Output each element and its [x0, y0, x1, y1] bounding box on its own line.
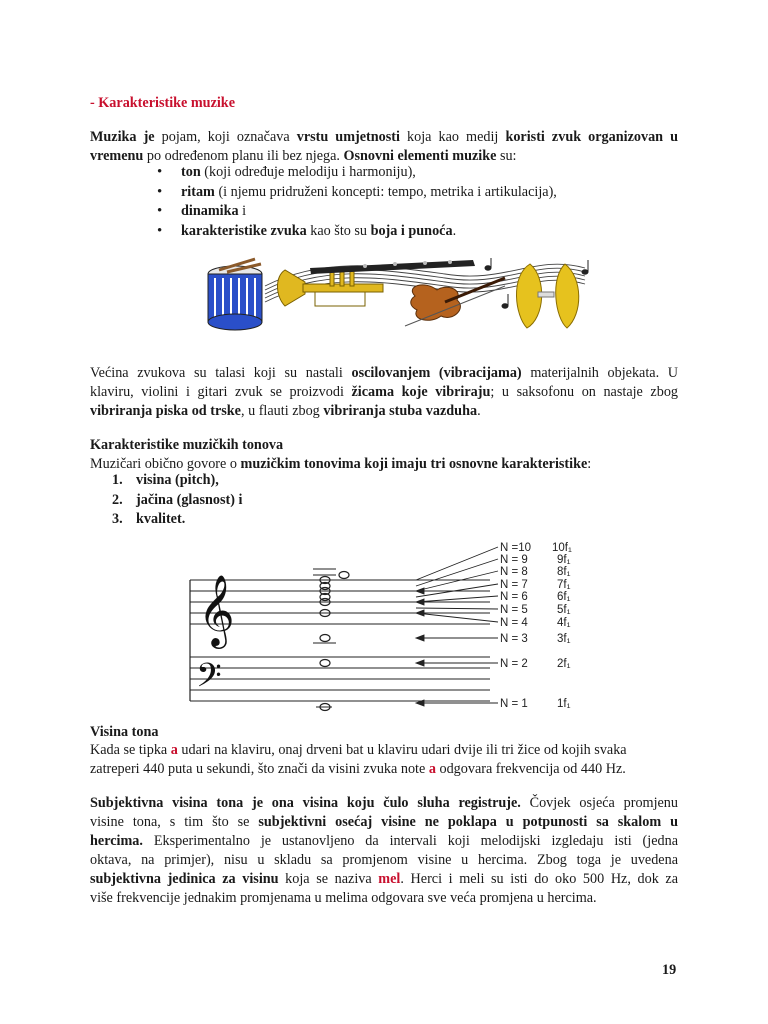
elements-list [157, 163, 557, 241]
harmonic-n-label: N = 7 [500, 579, 528, 591]
page-number: 19 [662, 962, 677, 978]
list-item: • ritam (i njemu pridruženi koncepti: tempo, metrika i artikulacija), [157, 183, 557, 203]
subjective-line-4: oktava, na primjer), nisu u skladu sa promjenom visine u hercima. Zbog toga je uvedena [90, 852, 678, 868]
waves-line-2: klaviru, violini i gitari zvuk se proizvodi žicama koje vibriraju; u saksofonu on nastaje zbog [90, 384, 679, 400]
list-item: • dinamika i [157, 202, 557, 222]
harmonic-n-label: N = 9 [500, 554, 528, 566]
trumpet-icon [278, 270, 384, 306]
bass-staff [190, 657, 490, 701]
subjective-line-2: visine tona, s tim što se subjektivni osećaj visine ne poklapa u potpunosti sa skalom u [90, 814, 678, 830]
harmonic-arrows [416, 547, 498, 706]
tones-intro: Muzičari obično govore o muzičkim tonovima koji imaju tri osnovne karakteristike: [90, 456, 592, 472]
harmonic-f-label: 1f₁ [557, 698, 571, 710]
tones-heading: Karakteristike muzičkih tonova [90, 437, 284, 453]
harmonic-n-label: N =10 [500, 542, 532, 554]
subjective-line-3: hercima. Eksperimentalno je ustanovljeno da intervali koji melodijski izgledaju isti (jedna [90, 833, 678, 849]
waves-line-3: vibriranja piska od trske, u flauti zbog vibriranja stuba vazduha. [90, 403, 481, 419]
drum-icon [208, 259, 262, 330]
subjective-line-6: više frekvencije jednakim promjenama u melima odgovara sve veća promjena u hercima. [90, 890, 597, 906]
harmonic-f-label: 3f₁ [557, 633, 571, 645]
pitch-heading: Visina tona [90, 724, 159, 740]
harmonic-f-label: 6f₁ [557, 591, 571, 603]
treble-staff [190, 580, 490, 624]
subjective-line-1: Subjektivna visina tona je ona visina koju čulo sluha registruje. Čovjek osjeća promjenu [90, 795, 678, 811]
harmonic-n-label: N = 4 [500, 617, 528, 629]
violin-icon [405, 278, 505, 326]
subjective-line-5: subjektivna jedinica za visinu koja se naziva mel. Herci i meli su isti do oko 500 Hz, dok za [90, 871, 679, 887]
bass-clef-icon: 𝄢 [196, 657, 222, 703]
harmonic-n-label: N = 1 [500, 698, 528, 710]
harmonic-f-label: 10f₁ [552, 542, 572, 554]
harmonic-n-label: N = 8 [500, 566, 528, 578]
list-item: 2. jačina (glasnost) i [112, 491, 243, 508]
list-item: 3. kvalitet. [112, 511, 186, 527]
instruments-illustration [205, 256, 605, 336]
harmonic-f-label: 9f₁ [557, 554, 571, 566]
harmonic-f-label: 5f₁ [557, 604, 571, 616]
characteristics-list [112, 471, 242, 530]
list-item: • karakteristike zvuka kao što su boja i punoća. [157, 222, 557, 242]
harmonic-n-label: N = 5 [500, 604, 528, 616]
intro-line-2: vremenu po određenom planu ili bez njega. Osnovni elementi muzike su: [90, 148, 517, 164]
harmonic-n-label: N = 2 [500, 658, 528, 670]
harmonic-f-label: 2f₁ [557, 658, 571, 670]
cymbals-icon [516, 264, 578, 328]
treble-clef-icon: 𝄞 [198, 573, 235, 646]
waves-line-1: Većina zvukova su talasi koji su nastali oscilovanjem (vibracijama) materijalnih objekata. U [90, 365, 679, 381]
list-item: 1. visina (pitch), [112, 472, 219, 488]
list-item: • ton (koji određuje melodiju i harmoniju), [157, 163, 557, 183]
pitch-line-1: Kada se tipka a udari na klaviru, onaj drveni bat u klaviru udari dvije ili tri žice od kojih svaka [90, 742, 627, 758]
harmonic-f-label: 4f₁ [557, 617, 571, 629]
intro-line-1: Muzika je pojam, koji označava vrstu umjetnosti koja kao medij koristi zvuk organizovan u [90, 129, 679, 145]
harmonic-f-label: 7f₁ [557, 579, 571, 591]
section-heading: - Karakteristike muzike [90, 95, 235, 111]
harmonic-n-label: N = 6 [500, 591, 528, 603]
harmonics-diagram [180, 535, 590, 725]
pitch-line-2: zatreperi 440 puta u sekundi, što znači da visini zvuka note a odgovara frekvencija od 440 Hz. [90, 761, 626, 777]
harmonic-n-label: N = 3 [500, 633, 528, 645]
harmonic-f-label: 8f₁ [557, 566, 571, 578]
